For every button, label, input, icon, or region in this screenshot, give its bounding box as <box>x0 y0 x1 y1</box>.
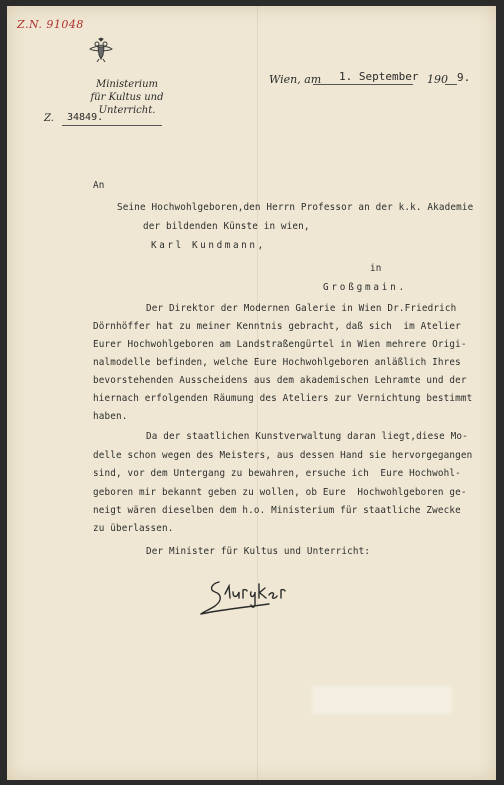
handwritten-signature <box>199 574 304 620</box>
z-label: Z. <box>44 113 54 124</box>
dateline-year-suffix: 9. <box>457 71 471 84</box>
z-number: 34849. <box>67 112 104 123</box>
reference-number: Z.N. 91048 <box>17 18 84 31</box>
body-line: Der Direktor der Modernen Galerie in Wien Dr.Friedrich <box>146 303 457 314</box>
body-line: zu überlassen. <box>93 523 174 534</box>
z-underline <box>62 125 162 126</box>
ministry-line-1: Ministerium <box>95 79 159 90</box>
date-underline <box>313 84 413 85</box>
body-line: haben. <box>93 411 128 422</box>
body-line: Seine Hochwohlgeboren,den Herrn Professor an der k.k. Akademie <box>117 202 474 213</box>
body-line: hiernach erfolgenden Räumung des Ateliers zur Vernichtung bestimmt <box>93 393 473 404</box>
body-line: bevorstehenden Ausscheidens aus dem akademischen Lehramte und der <box>93 375 467 386</box>
letter-page <box>7 6 496 780</box>
double-headed-eagle-icon <box>88 37 114 63</box>
body-line: An <box>93 180 105 191</box>
body-line: Da der staatlichen Kunstverwaltung daran liegt,diese Mo- <box>146 431 468 442</box>
body-line: neigt wären dieselben dem h.o. Ministerium für staatliche Zwecke <box>93 505 461 516</box>
body-line: sind, vor dem Untergang zu bewahren, ersuche ich Eure Hochwohl- <box>93 468 461 479</box>
year-underline <box>445 84 457 85</box>
body-line: delle schon wegen des Meisters, aus dessen Hand sie hervorgegangen <box>93 450 473 461</box>
addressee-name: Karl Kundmann, <box>151 240 266 251</box>
dateline-place: Wien, am <box>269 73 322 86</box>
body-line: Dörnhöffer hat zu meiner Kenntnis gebracht, daß sich im Atelier <box>93 321 461 332</box>
body-line: der bildenden Künste in wien, <box>143 221 310 232</box>
closing-line: Der Minister für Kultus und Unterricht: <box>146 546 371 557</box>
paper-stain <box>312 686 452 714</box>
dateline-date: 1. September <box>339 70 419 83</box>
body-line: nalmodelle befinden, welche Eure Hochwohlgeboren anläßlich Ihres <box>93 357 461 368</box>
body-line: Eurer Hochwohlgeboren am Landstraßengürtel in Wien mehrere Origi- <box>93 339 467 350</box>
ministry-line-2: für Kultus und Unterricht. <box>90 92 164 116</box>
addressee-place: Großgmain. <box>323 282 407 293</box>
body-line: geboren mir bekannt geben zu wollen, ob Eure Hochwohlgeboren ge- <box>93 487 467 498</box>
body-line: in <box>370 263 382 274</box>
dateline-year-prefix: 190 <box>427 73 448 86</box>
